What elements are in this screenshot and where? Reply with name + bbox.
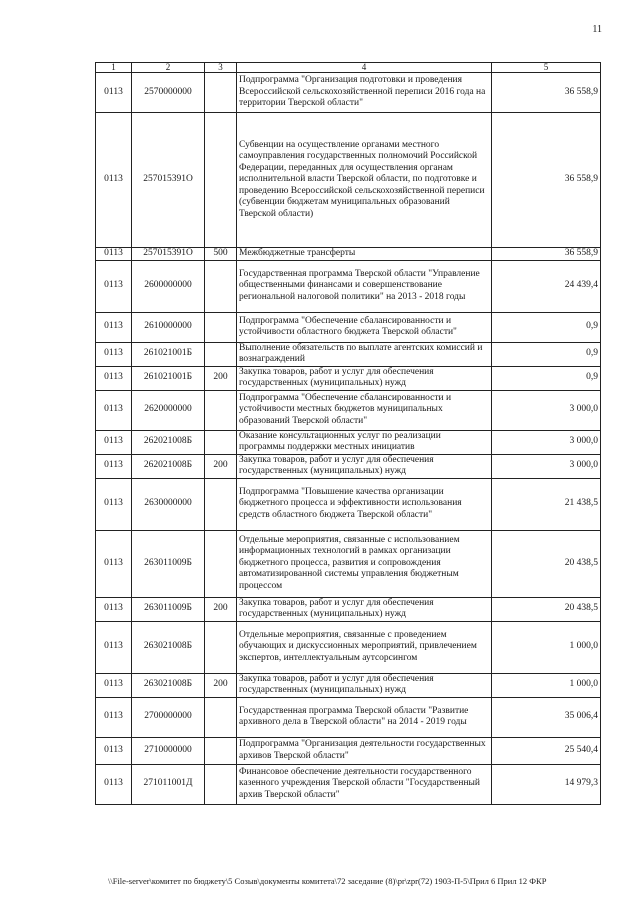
cell-amount: 3 000,0 (492, 390, 601, 430)
table-row (96, 454, 601, 478)
cell-code: 263021008Б (132, 621, 205, 673)
cell-code: 262021008Б (132, 454, 205, 478)
cell-code: 263021008Б (132, 673, 205, 697)
cell-type (205, 478, 237, 530)
table-row (96, 248, 601, 261)
cell-code: 2610000000 (132, 312, 205, 342)
cell-amount: 0,9 (492, 342, 601, 366)
cell-name: Подпрограмма "Организация деятельности государственных архивов Тверской области" (237, 737, 492, 764)
cell-amount: 24 439,4 (492, 260, 601, 312)
cell-type (205, 113, 237, 248)
table-row (96, 312, 601, 342)
cell-type (205, 342, 237, 366)
cell-type (205, 621, 237, 673)
cell-name: Подпрограмма "Организация подготовки и проведения Всероссийской сельскохозяйственной переписи 2016 года на территории Тверской области" (237, 73, 492, 113)
cell-amount: 21 438,5 (492, 478, 601, 530)
table-row (96, 697, 601, 737)
header-col-1: 1 (96, 63, 132, 73)
cell-section: 0113 (96, 73, 132, 113)
cell-section: 0113 (96, 621, 132, 673)
cell-type (205, 260, 237, 312)
cell-amount: 36 558,9 (492, 248, 601, 261)
header-col-5: 5 (492, 63, 601, 73)
cell-section: 0113 (96, 530, 132, 597)
cell-section: 0113 (96, 248, 132, 261)
cell-amount: 14 979,3 (492, 764, 601, 804)
cell-type (205, 737, 237, 764)
cell-name: Закупка товаров, работ и услуг для обеспечения государственных (муниципальных) нужд (237, 597, 492, 621)
cell-name: Субвенции на осуществление органами местного самоуправления государственных полномочий Российской Федерации, переданных для осуществления органам исполнительной власти Тверской области, по подготовке и проведению Всероссийской сельскохозяйственной переписи (субвенции бюджетам муниципальных образований Тверской области) (237, 113, 492, 248)
cell-type (205, 530, 237, 597)
cell-section: 0113 (96, 430, 132, 454)
header-col-4: 4 (237, 63, 492, 73)
cell-amount: 0,9 (492, 312, 601, 342)
cell-amount: 20 438,5 (492, 530, 601, 597)
table-row (96, 673, 601, 697)
cell-name: Государственная программа Тверской области "Развитие архивного дела в Тверской области" на 2014 - 2019 годы (237, 697, 492, 737)
cell-code: 2710000000 (132, 737, 205, 764)
cell-section: 0113 (96, 597, 132, 621)
table-row (96, 478, 601, 530)
cell-name: Отдельные мероприятия, связанные с использованием информационных технологий в рамках организации бюджетного процесса, развития и сопровождения автоматизированной системы управления бюджетным процессом (237, 530, 492, 597)
table-row (96, 737, 601, 764)
cell-section: 0113 (96, 454, 132, 478)
cell-type (205, 764, 237, 804)
cell-section: 0113 (96, 113, 132, 248)
table-row (96, 366, 601, 390)
table-row (96, 390, 601, 430)
table-row (96, 260, 601, 312)
cell-section: 0113 (96, 366, 132, 390)
cell-name: Подпрограмма "Обеспечение сбалансированности и устойчивости областного бюджета Тверской области" (237, 312, 492, 342)
cell-amount: 3 000,0 (492, 430, 601, 454)
table-row (96, 113, 601, 248)
cell-code: 2700000000 (132, 697, 205, 737)
cell-type: 200 (205, 597, 237, 621)
cell-amount: 35 006,4 (492, 697, 601, 737)
cell-code: 2600000000 (132, 260, 205, 312)
cell-section: 0113 (96, 737, 132, 764)
cell-code: 263011009Б (132, 530, 205, 597)
cell-amount: 1 000,0 (492, 673, 601, 697)
header-col-2: 2 (132, 63, 205, 73)
cell-amount: 3 000,0 (492, 454, 601, 478)
cell-amount: 36 558,9 (492, 113, 601, 248)
cell-code: 2620000000 (132, 390, 205, 430)
cell-name: Оказание консультационных услуг по реализации программы поддержки местных инициатив (237, 430, 492, 454)
cell-section: 0113 (96, 673, 132, 697)
cell-code: 257015391О (132, 248, 205, 261)
cell-section: 0113 (96, 312, 132, 342)
cell-section: 0113 (96, 478, 132, 530)
table-row (96, 530, 601, 597)
cell-name: Подпрограмма "Повышение качества организации бюджетного процесса и эффективности использования средств областного бюджета Тверской области" (237, 478, 492, 530)
cell-type: 200 (205, 454, 237, 478)
cell-code: 257015391О (132, 113, 205, 248)
cell-name: Выполнение обязательств по выплате агентских комиссий и вознаграждений (237, 342, 492, 366)
cell-type (205, 430, 237, 454)
table-row (96, 764, 601, 804)
cell-name: Закупка товаров, работ и услуг для обеспечения государственных (муниципальных) нужд (237, 366, 492, 390)
cell-type: 200 (205, 366, 237, 390)
cell-name: Закупка товаров, работ и услуг для обеспечения государственных (муниципальных) нужд (237, 673, 492, 697)
footer-file-path: \\File-server\комитет по бюджету\5 Созыв\документы комитета\72 заседание (8)\pr\zpr(72) 1903-П-5\Прил 6 Прил 12 ФКР (108, 876, 547, 886)
cell-type (205, 390, 237, 430)
table-header-row (96, 63, 601, 73)
cell-section: 0113 (96, 342, 132, 366)
cell-type (205, 312, 237, 342)
cell-amount: 20 438,5 (492, 597, 601, 621)
cell-name: Государственная программа Тверской области "Управление общественными финансами и совершенствование региональной налоговой политики" на 2013 - 2018 годы (237, 260, 492, 312)
budget-table (95, 62, 601, 805)
cell-amount: 1 000,0 (492, 621, 601, 673)
cell-name: Отдельные мероприятия, связанные с проведением обучающих и дискуссионных мероприятий, привлечением экспертов, интеллектуальным аутсорсингом (237, 621, 492, 673)
table-row (96, 621, 601, 673)
cell-type (205, 73, 237, 113)
table-row (96, 430, 601, 454)
table-row (96, 73, 601, 113)
cell-code: 2630000000 (132, 478, 205, 530)
cell-section: 0113 (96, 764, 132, 804)
cell-section: 0113 (96, 260, 132, 312)
header-col-3: 3 (205, 63, 237, 73)
cell-code: 271011001Д (132, 764, 205, 804)
cell-type: 500 (205, 248, 237, 261)
cell-name: Финансовое обеспечение деятельности государственного казенного учреждения Тверской области "Государственный архив Тверской области" (237, 764, 492, 804)
cell-code: 262021008Б (132, 430, 205, 454)
cell-name: Межбюджетные трансферты (237, 248, 492, 261)
cell-code: 261021001Б (132, 366, 205, 390)
cell-code: 261021001Б (132, 342, 205, 366)
cell-code: 263011009Б (132, 597, 205, 621)
cell-amount: 36 558,9 (492, 73, 601, 113)
cell-amount: 0,9 (492, 366, 601, 390)
table-row (96, 342, 601, 366)
cell-name: Закупка товаров, работ и услуг для обеспечения государственных (муниципальных) нужд (237, 454, 492, 478)
cell-code: 2570000000 (132, 73, 205, 113)
cell-section: 0113 (96, 697, 132, 737)
cell-amount: 25 540,4 (492, 737, 601, 764)
cell-section: 0113 (96, 390, 132, 430)
cell-type: 200 (205, 673, 237, 697)
cell-name: Подпрограмма "Обеспечение сбалансированности и устойчивости местных бюджетов муниципальных образований Тверской области" (237, 390, 492, 430)
page-number: 11 (592, 24, 602, 35)
cell-type (205, 697, 237, 737)
table-row (96, 597, 601, 621)
